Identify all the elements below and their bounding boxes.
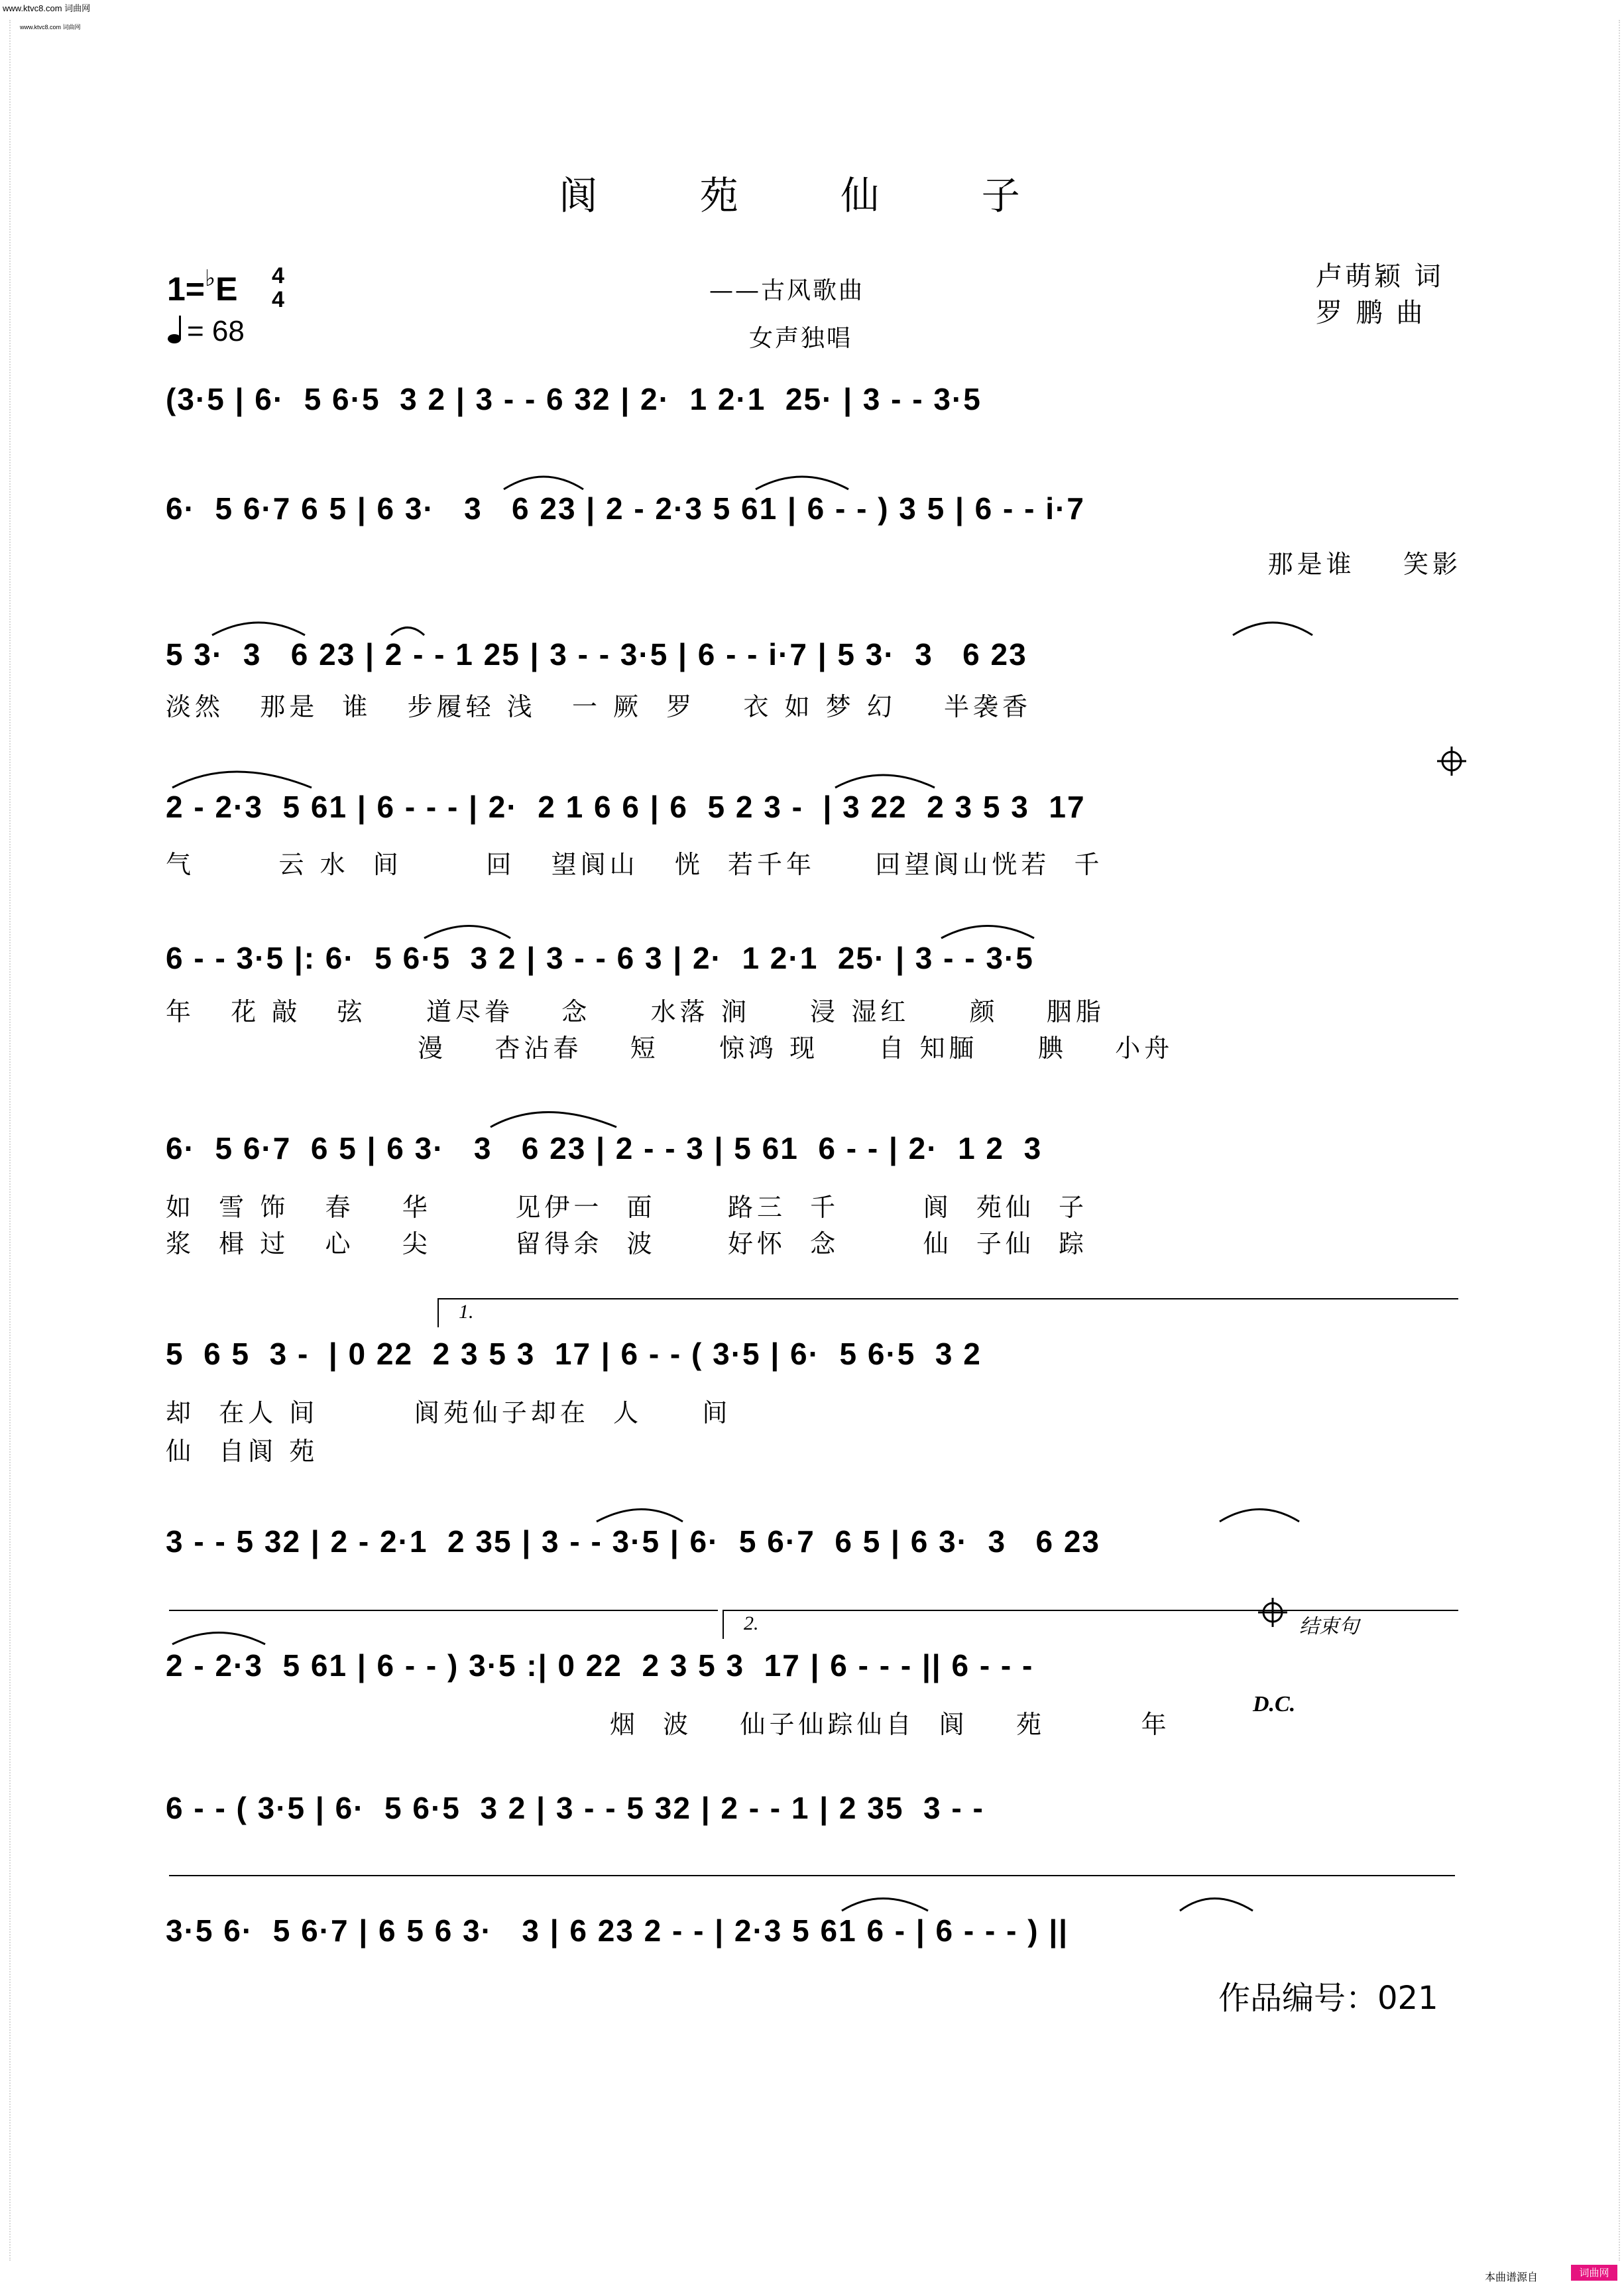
lyrics-row-7a: 却 在人 间 阆苑仙子却在 人 间 <box>166 1398 732 1427</box>
score-row-2: 6· 5 6·7 6 5 | 6 3· 3 6 23 | 2 - 2·3 5 61 | 6 - - ) 3 5 | 6 - - i·7 <box>166 491 1085 526</box>
flat-sign: ♭ <box>205 266 216 291</box>
voice-type: 女声独唱 <box>749 325 853 352</box>
lyricist-credit: 卢萌颖 词 <box>1316 261 1444 292</box>
coda-icon <box>1437 747 1466 776</box>
composer-credit: 罗 鹏 曲 <box>1316 298 1426 328</box>
watermark-top: www.ktvc8.com 词曲网 <box>3 3 91 13</box>
watermark-small: www.ktvc8.com 词曲网 <box>20 24 81 30</box>
lyrics-row-5b: 漫 杏沾春 短 惊鸿 现 自 知腼 腆 小舟 <box>418 1034 1174 1063</box>
lyrics-row-7b: 仙 自阆 苑 <box>166 1437 319 1466</box>
score-row-6: 6· 5 6·7 6 5 | 6 3· 3 6 23 | 2 - - 3 | 5 61 6 - - | 2· 1 2 3 <box>166 1131 1043 1166</box>
lyrics-row-5a: 年 花 敲 弦 道尽眷 念 水落 涧 浸 湿红 颜 胭脂 <box>166 997 1105 1026</box>
key-signature: 1=♭E <box>167 266 238 308</box>
ending-label: 结束句 <box>1299 1616 1359 1638</box>
site-badge[interactable]: 词曲网 <box>1571 2265 1617 2281</box>
subtitle: ——古风歌曲 <box>709 277 865 304</box>
lyrics-row-3: 淡然 那是 谁 步履轻 浅 一 厥 罗 衣 如 梦 幻 半袭香 <box>166 692 1032 721</box>
score-row-11: 3·5 6· 5 6·7 | 6 5 6 3· 3 | 6 23 2 - - | 2·3 5 61 6 - | 6 - - - ) || <box>166 1913 1069 1948</box>
dc-marking: D.C. <box>1253 1692 1296 1716</box>
tempo-marking: = 68 <box>167 314 245 348</box>
score-row-5: 6 - - 3·5 |: 6· 5 6·5 3 2 | 3 - - 6 3 | 2· 1 2·1 25· | 3 - - 3·5 <box>166 941 1034 975</box>
score-row-9: 2 - 2·3 5 61 | 6 - - ) 3·5 :| 0 22 2 3 5 3 17 | 6 - - - || 6 - - - <box>166 1648 1034 1683</box>
score-row-4: 2 - 2·3 5 61 | 6 - - - | 2· 2 1 6 6 | 6 5 2 3 - | 3 22 2 3 5 3 17 <box>166 790 1086 824</box>
time-signature: 4 4 <box>272 263 284 312</box>
lyrics-row-4: 气 云 水 间 回 望阆山 恍 若千年 回望阆山恍若 千 <box>166 850 1104 879</box>
volta-1-label: 1. <box>459 1301 474 1323</box>
score-row-10: 6 - - ( 3·5 | 6· 5 6·5 3 2 | 3 - - 5 32 | 2 - - 1 | 2 35 3 - - <box>166 1791 984 1825</box>
work-number: 作品编号：021 <box>1218 1980 1438 2017</box>
score-row-1: (3·5 | 6· 5 6·5 3 2 | 3 - - 6 32 | 2· 1 2·1 25· | 3 - - 3·5 <box>166 382 982 416</box>
volta-2-label: 2. <box>744 1612 759 1634</box>
score-row-8: 3 - - 5 32 | 2 - 2·1 2 35 | 3 - - 3·5 | 6· 5 6·7 6 5 | 6 3· 3 6 23 <box>166 1524 1100 1559</box>
lyrics-row-9: 烟 波 仙子仙踪仙自 阆 苑 年 <box>610 1710 1171 1739</box>
score-row-3: 5 3· 3 6 23 | 2 - - 1 25 | 3 - - 3·5 | 6 - - i·7 | 5 3· 3 6 23 <box>166 637 1027 672</box>
song-title: 阆 苑 仙 子 <box>559 173 1065 218</box>
score-row-7: 5 6 5 3 - | 0 22 2 3 5 3 17 | 6 - - ( 3·5 | 6· 5 6·5 3 2 <box>166 1337 982 1371</box>
coda-icon <box>1258 1598 1287 1627</box>
lyrics-row-6a: 如 雪 饰 春 华 见伊一 面 路三 千 阆 苑仙 子 <box>166 1193 1088 1222</box>
lyrics-row-6b: 浆 楫 过 心 尖 留得余 波 好怀 念 仙 子仙 踪 <box>166 1229 1088 1258</box>
lyrics-row-2: 那是谁 笑影 <box>1267 550 1462 579</box>
source-note: 本曲谱源自 <box>1485 2272 1538 2283</box>
